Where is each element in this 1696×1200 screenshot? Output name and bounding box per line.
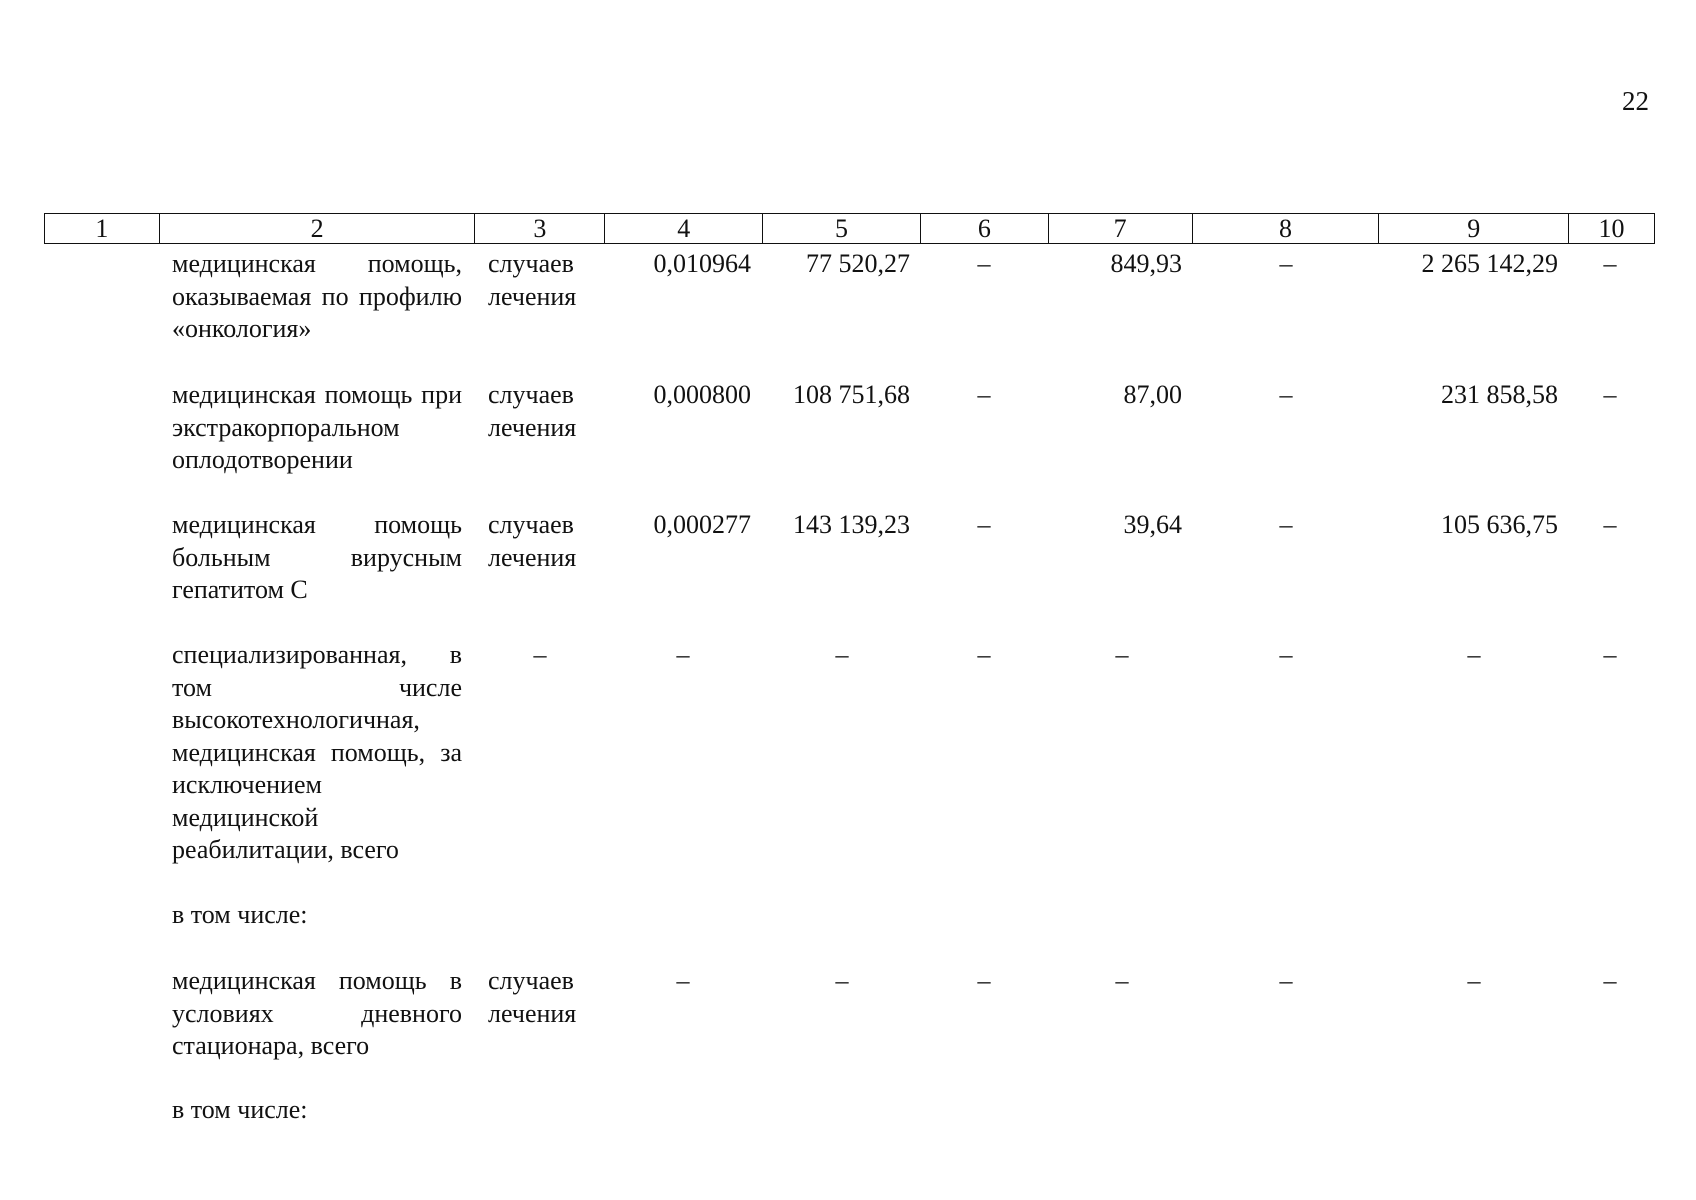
row-description: медицинская помощь, оказываемая по профилю «онкология» bbox=[172, 249, 462, 343]
row-unit: случаев лечения bbox=[488, 380, 577, 442]
header-col-7: 7 bbox=[1049, 214, 1193, 243]
row-description: медицинская помощь при экстракорпоральном оплодотворении bbox=[172, 380, 462, 474]
row-col-8: – bbox=[1279, 249, 1293, 278]
row-col-6: – bbox=[977, 380, 991, 409]
row-col-4: – bbox=[676, 966, 690, 995]
row-col-8: – bbox=[1279, 640, 1293, 669]
row-description: в том числе: bbox=[172, 1095, 308, 1124]
row-col-7: 849,93 bbox=[1110, 249, 1182, 278]
page-number: 22 bbox=[1622, 86, 1649, 116]
row-col-9: – bbox=[1467, 966, 1481, 995]
row-unit: – bbox=[533, 640, 547, 669]
table-header-row bbox=[44, 213, 1655, 244]
row-col-6: – bbox=[977, 640, 991, 669]
row-description: специализированная, в том числе высокотехнологичная, медицинская помощь, за исключением медицинской реабилитации, всего bbox=[172, 640, 462, 864]
row-col-4: 0,000800 bbox=[653, 380, 751, 409]
row-col-6: – bbox=[977, 966, 991, 995]
header-col-2: 2 bbox=[160, 214, 476, 243]
row-col-9: 105 636,75 bbox=[1441, 510, 1558, 539]
row-col-9: – bbox=[1467, 640, 1481, 669]
row-col-4: – bbox=[676, 640, 690, 669]
row-col-4: 0,000277 bbox=[653, 510, 751, 539]
row-col-10: – bbox=[1603, 510, 1617, 539]
header-col-3: 3 bbox=[475, 214, 605, 243]
row-col-7: 87,00 bbox=[1123, 380, 1182, 409]
header-col-9: 9 bbox=[1379, 214, 1569, 243]
row-col-4: 0,010964 bbox=[653, 249, 751, 278]
row-col-7: – bbox=[1115, 640, 1129, 669]
row-col-8: – bbox=[1279, 966, 1293, 995]
row-col-5: 143 139,23 bbox=[793, 510, 910, 539]
row-col-6: – bbox=[977, 249, 991, 278]
row-description: медицинская помощь в условиях дневного стационара, всего bbox=[172, 966, 462, 1060]
row-description: медицинская помощь больным вирусным гепатитом С bbox=[172, 510, 462, 604]
header-col-10: 10 bbox=[1598, 214, 1625, 243]
row-col-10: – bbox=[1603, 966, 1617, 995]
row-col-10: – bbox=[1603, 249, 1617, 278]
row-col-8: – bbox=[1279, 510, 1293, 539]
row-col-5: 77 520,27 bbox=[806, 249, 910, 278]
row-col-10: – bbox=[1603, 380, 1617, 409]
row-unit: случаев лечения bbox=[488, 966, 577, 1028]
row-col-5: – bbox=[835, 640, 849, 669]
row-col-9: 231 858,58 bbox=[1441, 380, 1558, 409]
row-col-7: – bbox=[1115, 966, 1129, 995]
row-col-9: 2 265 142,29 bbox=[1421, 249, 1558, 278]
header-col-6: 6 bbox=[921, 214, 1049, 243]
header-col-8: 8 bbox=[1193, 214, 1380, 243]
row-col-8: – bbox=[1279, 380, 1293, 409]
row-col-7: 39,64 bbox=[1123, 510, 1182, 539]
row-col-5: – bbox=[835, 966, 849, 995]
row-unit: случаев лечения bbox=[488, 249, 577, 311]
row-col-5: 108 751,68 bbox=[793, 380, 910, 409]
header-col-5: 5 bbox=[763, 214, 921, 243]
row-description: в том числе: bbox=[172, 900, 308, 929]
row-col-10: – bbox=[1603, 640, 1617, 669]
header-col-4: 4 bbox=[605, 214, 763, 243]
header-col-1: 1 bbox=[45, 214, 160, 243]
row-col-6: – bbox=[977, 510, 991, 539]
row-unit: случаев лечения bbox=[488, 510, 577, 572]
